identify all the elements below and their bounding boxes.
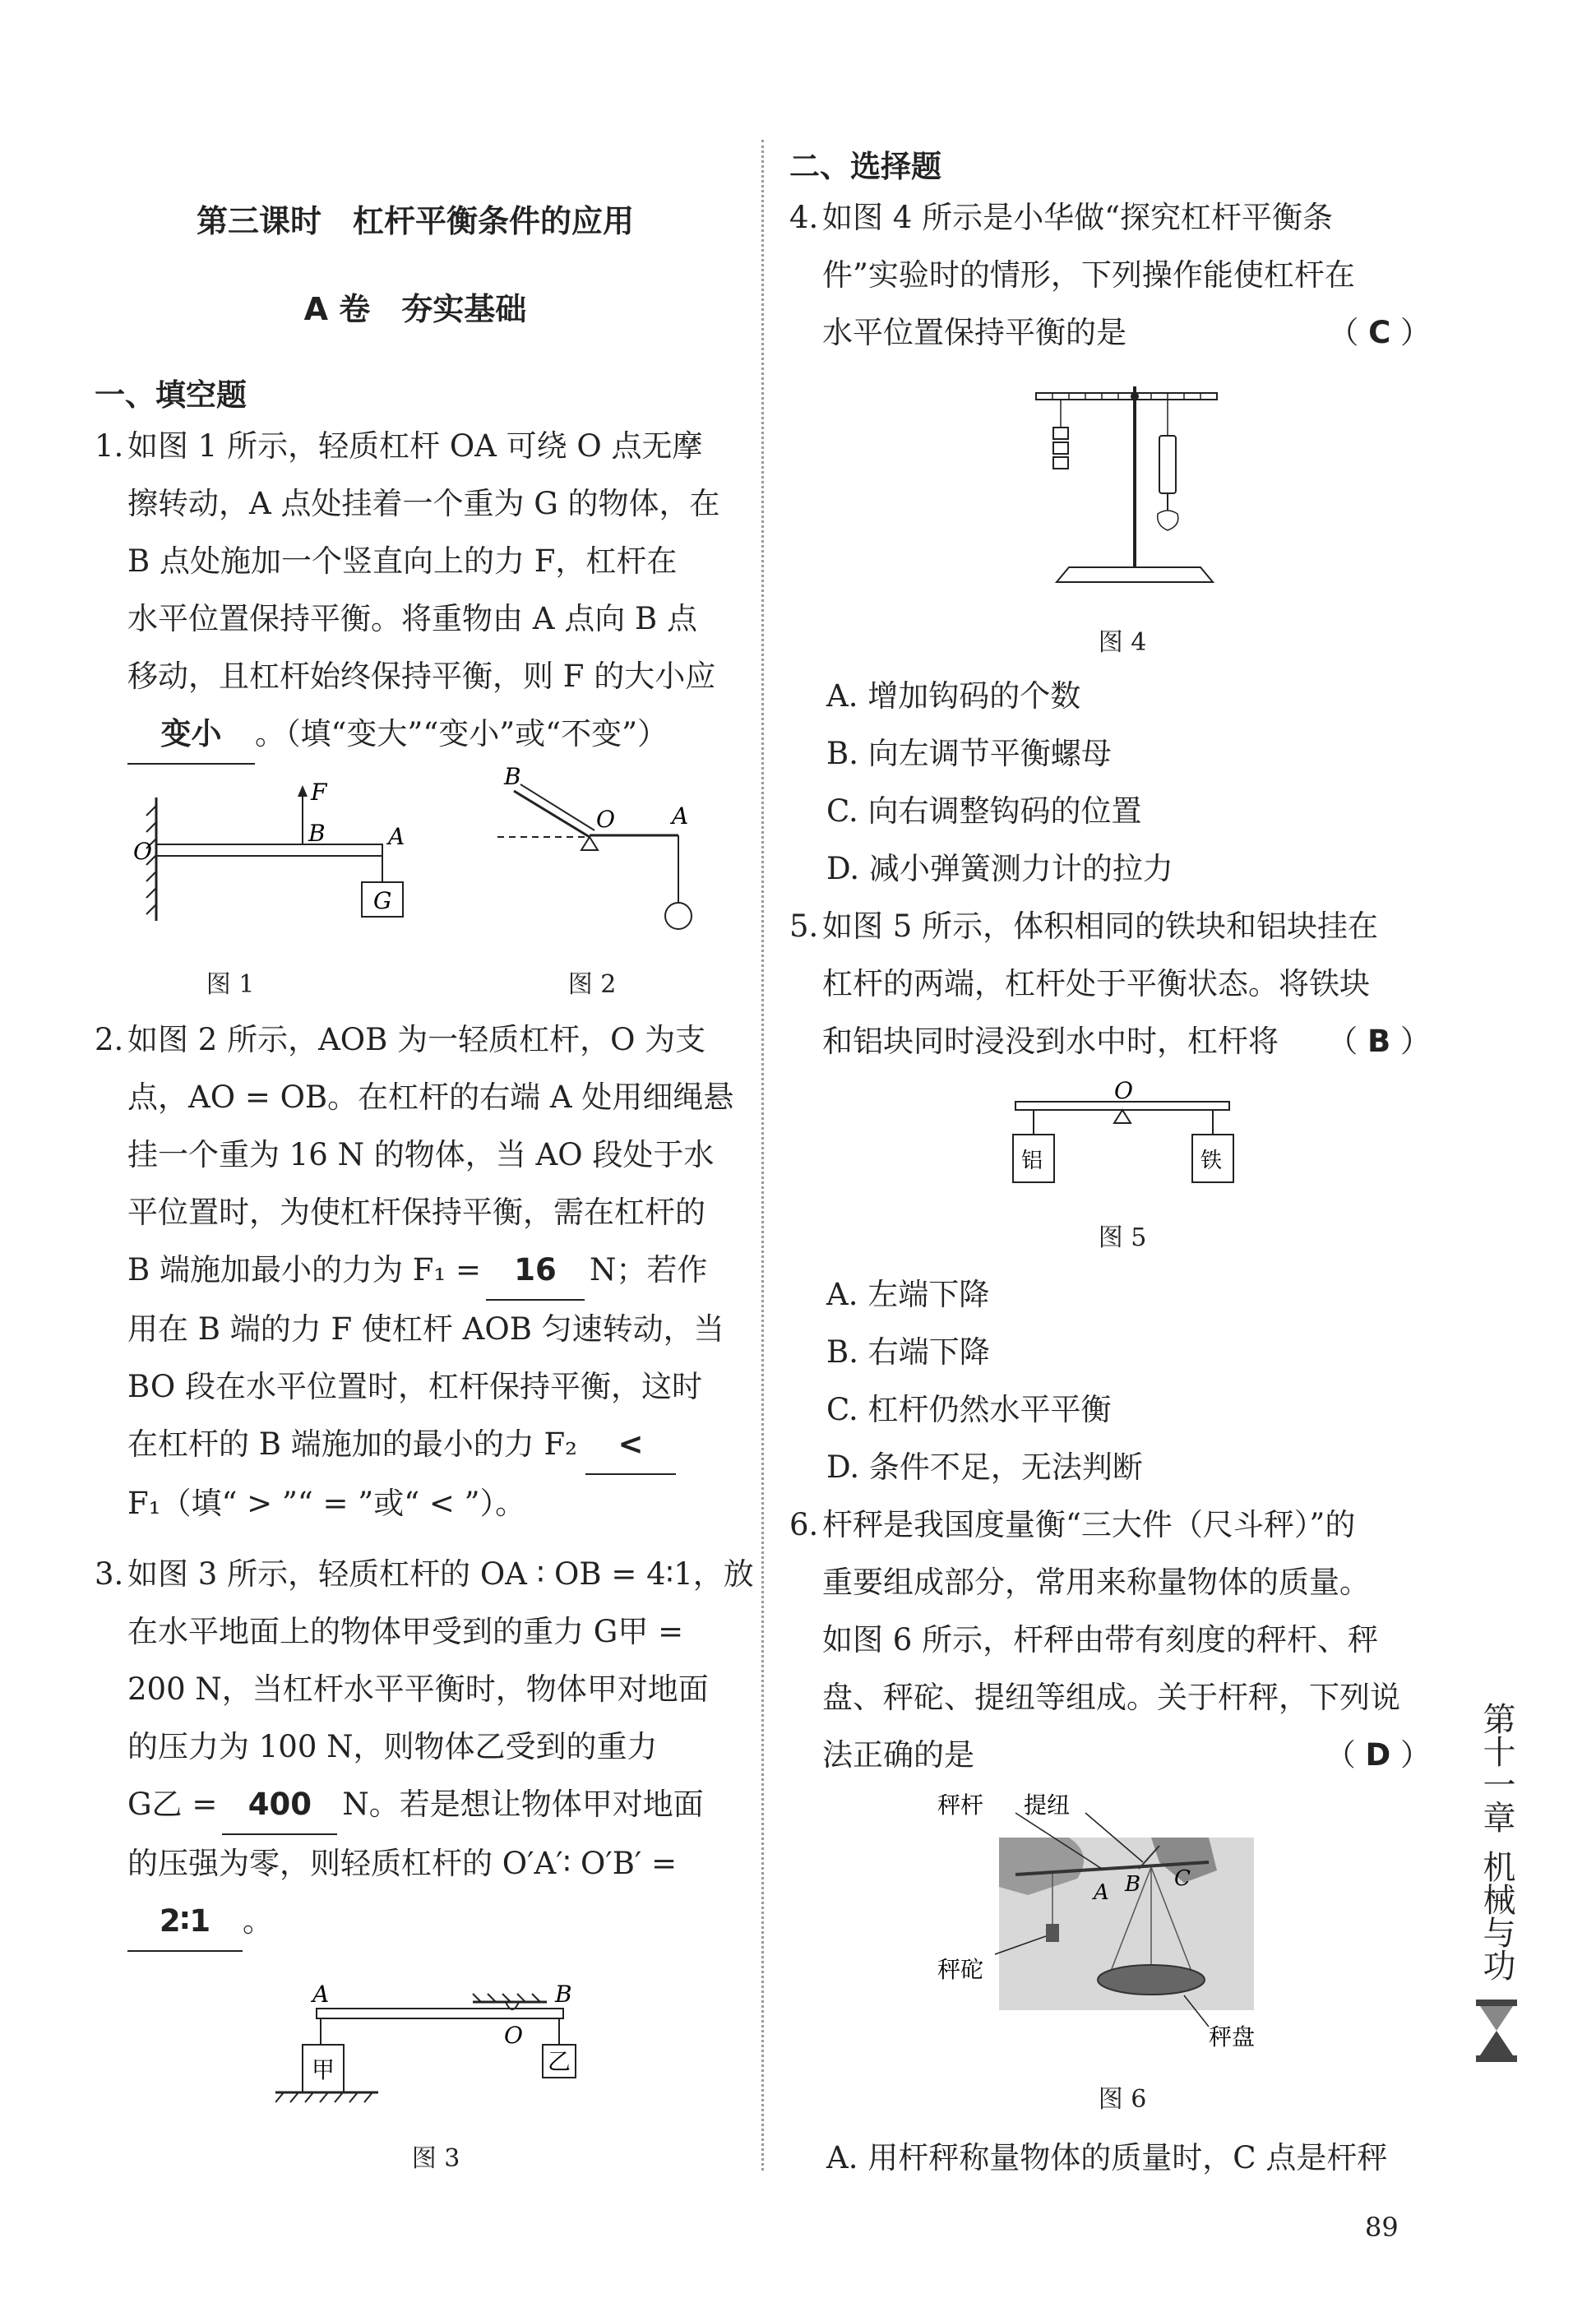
- q6-option-a: A. 用杆秤称量物体的质量时，C 点是杆秤: [826, 2140, 1388, 2175]
- question-5: [789, 898, 1431, 1070]
- question-text: 杠杆的两端，杠杆处于平衡状态。将铁块: [822, 966, 1370, 1001]
- question-text: 杆秤是我国度量衡“三大件（尺斗秤）”的: [822, 1507, 1356, 1542]
- question-text: 水平位置保持平衡的是: [822, 315, 1126, 350]
- question-text: G乙 =: [127, 1787, 218, 1822]
- question-text: 在水平地面上的物体甲受到的重力 G甲 =: [127, 1614, 684, 1649]
- figure-5-caption: 图 5: [1098, 1223, 1147, 1252]
- question-text: 如图 3 所示，轻质杠杆的 OA ∶ OB = 4∶1，放: [127, 1556, 754, 1592]
- question-text: 件”实验时的情形，下列操作能使杠杆在: [822, 257, 1355, 293]
- question-number: 1.: [95, 428, 124, 464]
- label-a: A: [1094, 1880, 1109, 1905]
- question-text: F₁（填“ > ”“ = ”或“ < ”）。: [127, 1486, 526, 1521]
- figure-4-caption: 图 4: [1098, 628, 1147, 657]
- label-b: B: [1125, 1872, 1141, 1897]
- q5-option-d: D. 条件不足，无法判断: [826, 1449, 1143, 1485]
- answer-blank: <: [585, 1416, 676, 1475]
- question-text: 。（填“变大”“变小”或“不变”）: [255, 716, 668, 751]
- figure-3-caption: 图 3: [411, 2144, 460, 2173]
- question-2: [95, 1011, 736, 1533]
- label-aluminum: 铝: [1021, 1149, 1043, 1173]
- figure-3-lever-diagram: [275, 1977, 604, 2125]
- lesson-title: 第三课时 杠杆平衡条件的应用: [196, 203, 634, 239]
- q4-option-a: A. 增加钩码的个数: [826, 678, 1081, 714]
- question-text: BO 段在水平位置时，杠杆保持平衡，这时: [127, 1369, 702, 1404]
- question-text: 挂一个重为 16 N 的物体，当 AO 段处于水: [127, 1137, 715, 1172]
- question-text: 盘、秤砣、提纽等组成。关于杆秤，下列说: [822, 1680, 1400, 1715]
- label-b: B: [504, 765, 521, 790]
- question-text: 。: [243, 1903, 273, 1939]
- question-number: 4.: [789, 200, 819, 235]
- question-text: 的压力为 100 N，则物体乙受到的重力: [127, 1729, 658, 1764]
- label-o: O: [596, 806, 615, 833]
- label-c: C: [1174, 1866, 1191, 1891]
- q5-option-c: C. 杠杆仍然水平平衡: [826, 1392, 1112, 1427]
- answer-blank: 16: [486, 1241, 585, 1301]
- chapter-label: 第十一章: [1478, 1702, 1515, 1833]
- figure-1-lever-diagram: [123, 777, 419, 941]
- question-text: 200 N，当杠杆水平平衡时，物体甲对地面: [127, 1671, 709, 1707]
- page-number: 89: [1365, 2212, 1399, 2243]
- label-a: A: [312, 1981, 330, 2008]
- question-text: B 点处施加一个竖直向上的力 F，杠杆在: [127, 543, 678, 579]
- section-choice: 二、选择题: [789, 149, 941, 184]
- question-text: 如图 1 所示，轻质杠杆 OA 可绕 O 点无摩: [127, 428, 703, 464]
- question-text: 平位置时，为使杠杆保持平衡，需在杠杆的: [127, 1195, 705, 1230]
- question-text: 如图 5 所示，体积相同的铁块和铝块挂在: [822, 908, 1379, 944]
- label-jia: 甲: [312, 2056, 335, 2083]
- q5-option-a: A. 左端下降: [826, 1277, 990, 1312]
- question-number: 3.: [95, 1556, 124, 1592]
- question-text: 和铝块同时浸没到水中时，杠杆将: [822, 1024, 1279, 1059]
- question-text: 水平位置保持平衡。将重物由 A 点向 B 点: [127, 601, 697, 636]
- label-yi: 乙: [548, 2048, 571, 2075]
- question-text: N；若作: [589, 1252, 708, 1288]
- question-number: 5.: [789, 908, 819, 944]
- chapter-title: 机械与功: [1478, 1850, 1515, 1981]
- figure-6-caption: 图 6: [1098, 2085, 1147, 2114]
- figure-1-caption: 图 1: [206, 970, 255, 999]
- hourglass-icon: [1472, 1998, 1521, 2064]
- answer-choice: C: [1368, 315, 1391, 350]
- question-text: 用在 B 端的力 F 使杠杆 AOB 匀速转动，当: [127, 1311, 724, 1347]
- question-text: 擦转动，A 点处挂着一个重为 G 的物体，在: [127, 486, 720, 521]
- question-text: N。若是想让物体甲对地面: [342, 1787, 704, 1822]
- question-text: 在杠杆的 B 端施加的最小的力 F₂: [127, 1426, 577, 1462]
- answer-choice: D: [1365, 1737, 1391, 1773]
- answer-blank: 变小: [127, 705, 255, 765]
- q5-option-b: B. 右端下降: [826, 1334, 990, 1370]
- question-text: 法正确的是: [822, 1737, 974, 1773]
- label-o: O: [504, 2022, 523, 2049]
- label-pan: 秤盘: [1209, 2023, 1256, 2050]
- label-a: A: [388, 823, 405, 850]
- label-f: F: [311, 779, 327, 806]
- answer-blank: 2∶1: [127, 1893, 243, 1952]
- label-a: A: [672, 802, 689, 830]
- question-number: 6.: [789, 1507, 819, 1542]
- answer-choice: B: [1367, 1024, 1391, 1059]
- label-b: B: [308, 820, 326, 847]
- question-1: [95, 418, 736, 765]
- figure-4-lever-experiment: [1020, 370, 1225, 600]
- label-b: B: [555, 1981, 572, 2008]
- question-4: [789, 189, 1431, 362]
- section-fill-blank: 一、填空题: [95, 377, 247, 413]
- label-iron: 铁: [1200, 1149, 1223, 1173]
- label-o: O: [133, 838, 152, 865]
- question-text: 的压强为零，则轻质杠杆的 O′A′∶ O′B′ =: [127, 1846, 678, 1881]
- question-text: 移动，且杠杆始终保持平衡，则 F 的大小应: [127, 659, 716, 694]
- question-text: 如图 2 所示，AOB 为一轻质杠杆，O 为支: [127, 1022, 706, 1057]
- question-number: 2.: [95, 1022, 124, 1057]
- question-text: B 端施加最小的力为 F₁ =: [127, 1252, 481, 1288]
- label-weight: 秤砣: [937, 1956, 984, 1983]
- label-o: O: [1114, 1077, 1133, 1104]
- question-3: [95, 1546, 754, 1952]
- q4-option-d: D. 减小弹簧测力计的拉力: [826, 851, 1173, 886]
- q4-option-c: C. 向右调整钩码的位置: [826, 793, 1142, 829]
- answer-blank: 400: [222, 1776, 337, 1835]
- label-lift-knob: 提纽: [1024, 1792, 1071, 1819]
- column-divider: [761, 140, 764, 2171]
- q4-option-b: B. 向左调节平衡螺母: [826, 736, 1112, 771]
- figure-2-caption: 图 2: [567, 970, 617, 999]
- figure-2-lever-diagram: [481, 765, 728, 937]
- question-text: 如图 6 所示，杆秤由带有刻度的秤杆、秤: [822, 1622, 1379, 1657]
- volume-title: A 卷 夯实基础: [303, 291, 527, 327]
- figure-6-steelyard-photo: [937, 1780, 1283, 2068]
- question-text: 点，AO = OB。在杠杆的右端 A 处用细绳悬: [127, 1080, 734, 1115]
- chapter-side-tab: [1468, 1702, 1525, 2072]
- question-6: [789, 1496, 1431, 1784]
- answer-parenthesis: （ C ）: [1328, 315, 1431, 350]
- label-scale-rod: 秤杆: [937, 1792, 984, 1819]
- question-text: 重要组成部分，常用来称量物体的质量。: [822, 1565, 1370, 1600]
- question-text: 如图 4 所示是小华做“探究杠杆平衡条: [822, 200, 1333, 235]
- figure-5-lever-blocks: [999, 1077, 1246, 1192]
- answer-parenthesis: （ D ）: [1325, 1737, 1431, 1773]
- answer-parenthesis: （ B ）: [1327, 1024, 1431, 1059]
- label-g: G: [373, 887, 392, 914]
